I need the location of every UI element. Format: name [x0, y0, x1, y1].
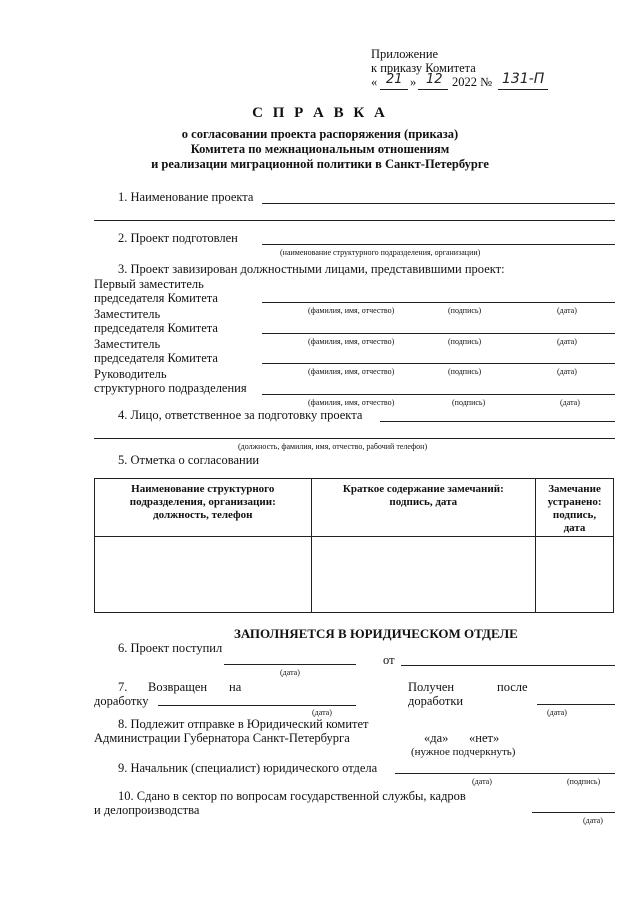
section-1-line-2[interactable]	[94, 220, 615, 221]
signer-2-line-2: председателя Комитета	[94, 321, 218, 335]
section-7-received-3: доработки	[408, 694, 464, 708]
signer-2-cap-fio: (фамилия, имя, отчество)	[308, 337, 395, 346]
section-7-cap-date: (дата)	[312, 708, 332, 717]
section-7-received-line[interactable]	[537, 704, 615, 705]
section-6-label: 6. Проект поступил	[118, 641, 223, 655]
section-7-received-cap-date: (дата)	[547, 708, 567, 717]
appendix-month: 12	[426, 72, 443, 87]
signer-4-line[interactable]	[262, 394, 615, 395]
section-7-word-1: Возвращен	[148, 680, 208, 694]
section-6-from-line[interactable]	[401, 665, 615, 666]
approval-header-resolved: Замечание устранено: подпись, дата	[536, 479, 614, 537]
section-4-line-2[interactable]	[94, 438, 615, 439]
signer-2-line[interactable]	[262, 333, 615, 334]
section-7-received-2: после	[497, 680, 528, 694]
section-8-no[interactable]: «нет»	[469, 731, 500, 745]
section-5-label: 5. Отметка о согласовании	[118, 453, 260, 467]
section-10-cap-date: (дата)	[583, 816, 603, 825]
section-10-line-1: 10. Сдано в сектор по вопросам государственной службы, кадров	[118, 789, 466, 803]
signer-2-cap-sign: (подпись)	[448, 337, 482, 346]
month-underline	[418, 89, 448, 90]
section-10-line-2: и делопроизводства	[94, 803, 200, 817]
signer-3-cap-sign: (подпись)	[448, 367, 482, 376]
signer-1-cap-sign: (подпись)	[448, 306, 482, 315]
appendix-open-quote: «	[371, 75, 378, 89]
signer-2-cap-date: (дата)	[557, 337, 577, 346]
signer-1-line-2: председателя Комитета	[94, 291, 218, 305]
section-10-line[interactable]	[532, 812, 615, 813]
section-7-received-1: Получен	[408, 680, 455, 694]
signer-1-line[interactable]	[262, 302, 615, 303]
section-8-note: (нужное подчеркнуть)	[411, 746, 516, 758]
signer-3-line-2: председателя Комитета	[94, 351, 218, 365]
section-2-caption: (наименование структурного подразделения, организации)	[280, 248, 481, 257]
legal-heading: ЗАПОЛНЯЕТСЯ В ЮРИДИЧЕСКОМ ОТДЕЛЕ	[234, 626, 518, 641]
signer-3-line-1: Заместитель	[94, 337, 161, 351]
signer-3-cap-fio: (фамилия, имя, отчество)	[308, 367, 395, 376]
section-6-date-line[interactable]	[224, 664, 356, 665]
number-underline	[498, 89, 548, 90]
section-4-caption: (должность, фамилия, имя, отчество, рабочий телефон)	[238, 442, 428, 451]
appendix-close-quote: »	[410, 75, 417, 89]
section-2-line[interactable]	[262, 244, 615, 245]
signer-3-line[interactable]	[262, 363, 615, 364]
section-6-from: от	[383, 653, 395, 667]
appendix-line-1: Приложение	[371, 47, 439, 61]
signer-4-line-1: Руководитель	[94, 367, 167, 381]
section-8-yes[interactable]: «да»	[424, 731, 449, 745]
signer-1-line-1: Первый заместитель	[94, 277, 204, 291]
signer-4-cap-fio: (фамилия, имя, отчество)	[308, 398, 395, 407]
section-7-word-3: доработку	[94, 694, 149, 708]
appendix-line-2: к приказу Комитета	[371, 61, 476, 75]
section-9-cap-sign: (подпись)	[567, 777, 601, 786]
signer-1-cap-fio: (фамилия, имя, отчество)	[308, 306, 395, 315]
signer-4-cap-sign: (подпись)	[452, 398, 486, 407]
approval-cell-department[interactable]	[95, 537, 312, 613]
section-4-label: 4. Лицо, ответственное за подготовку проекта	[118, 408, 363, 422]
section-4-line[interactable]	[380, 421, 615, 422]
section-1-label: 1. Наименование проекта	[118, 190, 254, 204]
doc-subtitle-1: о согласовании проекта распоряжения (приказа)	[181, 127, 459, 141]
section-8-line-1: 8. Подлежит отправке в Юридический комитет	[118, 717, 369, 731]
section-2-label: 2. Проект подготовлен	[118, 231, 238, 245]
approval-cell-resolved[interactable]	[536, 537, 614, 613]
section-3-label: 3. Проект завизирован должностными лицами, представившими проект:	[118, 262, 505, 276]
section-7-date-line[interactable]	[158, 705, 356, 706]
appendix-year: 2022 №	[452, 75, 493, 89]
signer-1-cap-date: (дата)	[557, 306, 577, 315]
signer-4-cap-date: (дата)	[560, 398, 580, 407]
section-6-cap-date: (дата)	[280, 668, 300, 677]
doc-subtitle-2: Комитета по межнациональным отношениям	[190, 142, 450, 156]
approval-header-department: Наименование структурного подразделения, организации: должность, телефон	[95, 479, 312, 537]
signer-4-line-2: структурного подразделения	[94, 381, 247, 395]
appendix-day: 21	[386, 72, 403, 87]
day-underline	[380, 89, 408, 90]
section-8-line-2: Администрации Губернатора Санкт-Петербурга	[94, 731, 350, 745]
section-9-label: 9. Начальник (специалист) юридического отдела	[118, 761, 378, 775]
section-9-line[interactable]	[395, 773, 615, 774]
doc-subtitle-3: и реализации миграционной политики в Санкт-Петербурге	[151, 157, 489, 171]
approval-table	[94, 478, 614, 613]
approval-cell-remarks[interactable]	[311, 537, 535, 613]
signer-3-cap-date: (дата)	[557, 367, 577, 376]
section-7-num: 7.	[118, 680, 128, 694]
section-7-word-2: на	[229, 680, 242, 694]
appendix-number: 131-П	[502, 71, 545, 87]
section-1-line[interactable]	[262, 203, 615, 204]
doc-title: С П Р А В К А	[252, 105, 388, 121]
section-9-cap-date: (дата)	[472, 777, 492, 786]
signer-2-line-1: Заместитель	[94, 307, 161, 321]
approval-header-remarks: Краткое содержание замечаний: подпись, дата	[311, 479, 535, 537]
